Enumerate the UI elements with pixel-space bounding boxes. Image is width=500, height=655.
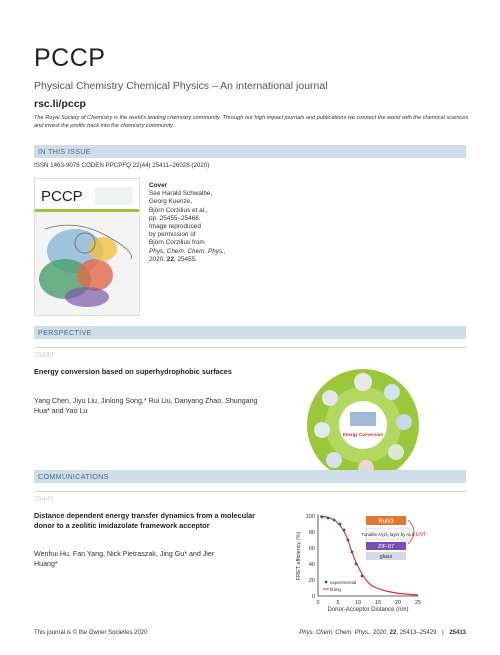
footer-copyright: This journal is © the Owner Societies 2020: [34, 630, 148, 636]
y-tick: 100: [305, 514, 315, 520]
cover-line: pp. 25455–25466.: [149, 214, 201, 222]
article-authors-perspective: Yang Chen, Jiyu Liu, Jinlong Song,* Rui Liu, Danyang Zhao, Shungang Hua* and Yao Lu: [34, 397, 258, 415]
cover-line: Georg Kuenze,: [149, 198, 192, 206]
divider: [34, 347, 466, 348]
journal-subtitle: Physical Chemistry Chemical Physics – An international journal: [34, 80, 328, 92]
cover-line: Björn Corzilius from: [149, 239, 205, 247]
y-tick: 80: [308, 530, 315, 536]
figure-center-label: Energy Conversion: [342, 432, 384, 437]
cover-title: PCCP: [41, 188, 83, 205]
cover-journal: Phys. Chem. Chem. Phys.,: [149, 247, 226, 255]
x-tick: 20: [394, 600, 402, 606]
section-bar-in-this-issue: [34, 145, 466, 158]
communication-graphical-abstract[interactable]: [292, 508, 432, 612]
box-ru: RuN3: [378, 519, 394, 525]
article-page-number: 25430: [34, 352, 54, 359]
y-tick: 0: [311, 594, 315, 600]
article-title-perspective[interactable]: Energy conversion based on superhydrophobic surfaces: [34, 367, 232, 376]
cover-line: by permission of: [149, 231, 196, 239]
journal-title: PCCP: [34, 44, 106, 72]
article-authors-communication: Wenhui Hu, Fan Yang, Nick Pietraszak, Jing Gu* and Jier Huang*: [34, 550, 215, 568]
article-title-communication[interactable]: Distance dependent energy transfer dynamics from a molecular donor to a zeolitic imidazolate framework acceptor: [34, 511, 256, 530]
ent-label: ENT: [416, 532, 426, 538]
perspective-graphical-abstract[interactable]: [306, 368, 420, 482]
section-heading: COMMUNICATIONS: [38, 472, 109, 481]
y-axis-label: FRET efficiency (%): [296, 531, 302, 581]
legend-entry: experimental: [330, 580, 357, 585]
footer-page-number: 25413: [449, 630, 466, 636]
y-tick: 20: [308, 578, 315, 584]
cover-line: Björn Corzilius et al.,: [149, 206, 208, 214]
y-tick: 60: [308, 546, 315, 552]
cover-line: See Harald Schwalbe,: [149, 190, 213, 198]
x-tick: 5: [336, 600, 340, 606]
divider: [34, 491, 466, 492]
rsc-blurb: The Royal Society of Chemistry is the world’s leading chemistry community. Through our high impact journals and publications we connect the world with the chemical sciences and invest the profits back into the chemistry community.: [34, 115, 469, 129]
box-glass: glass: [379, 554, 393, 560]
x-tick: 0: [316, 600, 320, 606]
article-page-number: 25445: [34, 496, 54, 503]
cover-heading: Cover: [149, 182, 168, 189]
x-axis-label: Donor-Acceptor Distance (nm): [327, 607, 409, 612]
footer-citation: Phys. Chem. Chem. Phys., 2020, 22, 25413–25429 | 25413: [299, 630, 466, 636]
box-zif: ZIF-67: [377, 544, 395, 550]
section-heading: PERSPECTIVE: [38, 328, 92, 337]
box-al2o3: Tunable Al₂O₃ layer by ALD: [361, 532, 415, 537]
y-tick: 40: [308, 562, 315, 568]
journal-url[interactable]: rsc.li/pccp: [34, 98, 86, 110]
section-bar-perspective: [34, 326, 466, 339]
legend-entry: fitting: [330, 587, 341, 592]
issn-line: ISSN 1463-9076 CODEN PPCPFQ 22(44) 25411–26028 (2020): [34, 162, 210, 169]
section-bar-communications: [34, 470, 466, 483]
x-tick: 10: [354, 600, 362, 606]
cover-line: Image reproduced: [149, 223, 201, 231]
section-heading: IN THIS ISSUE: [38, 147, 91, 156]
cover-caption: [149, 182, 259, 264]
cover-image[interactable]: [34, 178, 140, 316]
x-tick: 15: [374, 600, 382, 606]
cover-year-line: 2020, 22, 25455.: [149, 255, 197, 263]
x-tick: 25: [414, 600, 422, 606]
